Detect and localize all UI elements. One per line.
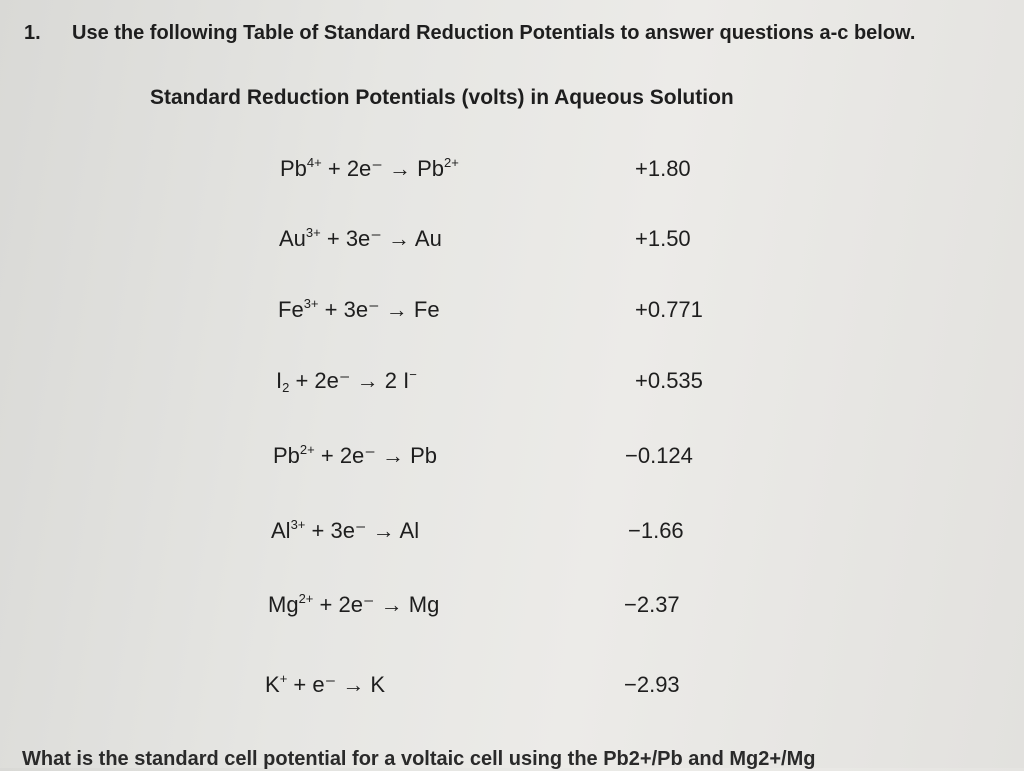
next-question-text: What is the standard cell potential for a voltaic cell using the Pb2+/Pb and Mg2+/Mg [22, 748, 816, 770]
table-row [0, 518, 1024, 554]
reduction-potential: +1.50 [635, 226, 691, 251]
half-reaction: K+ + e⁻ → K [265, 671, 386, 697]
half-reaction: $Mg^{2+} + 2e^- \to Mg$ [268, 591, 440, 617]
half-reaction: $Al^{3+} + 3e^- \to Al$ [271, 517, 420, 543]
half-reaction: $I_2 + 2e^- \to 2$ I− [276, 367, 417, 395]
reduction-potential: +1.80 [635, 156, 691, 181]
reduction-potential: −2.93 [624, 672, 680, 697]
half-reaction: $Pb^{2+} + 2e^- \to Pb$ [273, 442, 438, 468]
reduction-potential: −0.124 [625, 443, 693, 468]
table-row [0, 297, 1024, 333]
reduction-potential: −2.37 [624, 592, 680, 617]
reduction-potential: +0.771 [635, 297, 703, 322]
table-row [0, 226, 1024, 262]
table-row [0, 592, 1024, 628]
table-row [0, 443, 1024, 479]
half-reaction: $Fe^{3+} + 3e^- \to Fe$ [278, 296, 440, 322]
reduction-potential: +0.535 [635, 368, 703, 393]
table-title: Standard Reduction Potentials (volts) in Aqueous Solution [150, 86, 734, 109]
half-reaction: $Pb^{4+} + 2e^- \to Pb^{2+}$ [280, 155, 459, 181]
reduction-potential: −1.66 [628, 518, 684, 543]
table-row [0, 672, 1024, 708]
half-reaction: $Au^{3+} + 3e^- \to Au$ [279, 225, 442, 251]
question-number: 1. [24, 22, 41, 44]
table-row [0, 156, 1024, 192]
table-row [0, 368, 1024, 404]
question-text: Use the following Table of Standard Reduction Potentials to answer questions a-c below. [72, 22, 916, 44]
